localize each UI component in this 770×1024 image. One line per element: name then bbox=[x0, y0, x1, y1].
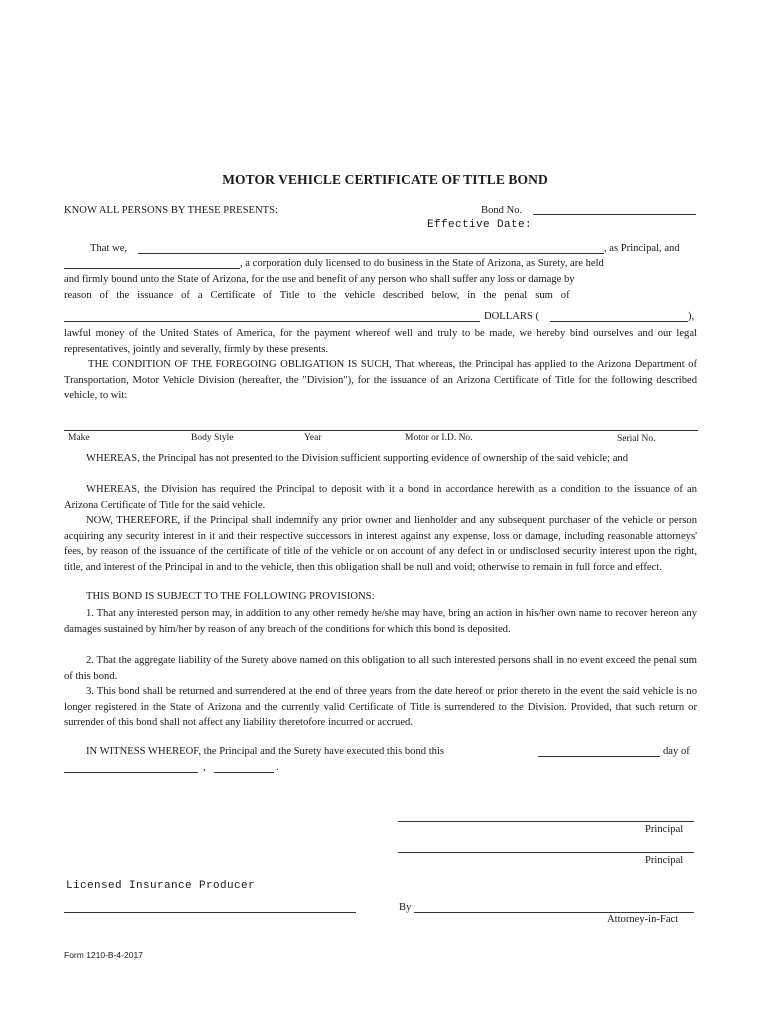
know-all-persons: KNOW ALL PERSONS BY THESE PRESENTS: bbox=[64, 205, 278, 216]
year-field[interactable] bbox=[214, 772, 274, 773]
lawful-money-paragraph: lawful money of the United States of America, for the payment whereof well and truly to be made, we hereby bind ourselves and our legal representatives, jointly and severally, firmly by these presents. bbox=[64, 328, 697, 355]
surety-text: , a corporation duly licensed to do business in the State of Arizona, as Surety, are held bbox=[240, 258, 604, 269]
reason-line: reason of the issuance of a Certificate of Title to the vehicle described below, in the penal sum of bbox=[64, 290, 570, 301]
col-serial: Serial No. bbox=[617, 434, 656, 444]
date-period: . bbox=[276, 762, 279, 773]
col-make: Make bbox=[68, 433, 90, 443]
day-of-label: day of bbox=[663, 746, 690, 757]
whereas-paragraph-1: WHEREAS, the Principal has not presented to the Division sufficient supporting evidence of ownership of the said vehicle; and bbox=[86, 453, 629, 464]
principal-signature-line-2[interactable] bbox=[398, 852, 694, 853]
col-body-style: Body Style bbox=[191, 433, 234, 443]
provision-3: 3. This bond shall be returned and surrendered at the end of three years from the date hereof or prior thereto in the event the said vehicle is no longer registered in the State of Arizona and the currently valid Certificate of Title is surrendered to the Division. Provided, that such return or surrender of this bond shall not affect any liability theretofore incurred or accrued. bbox=[64, 686, 697, 729]
condition-paragraph: THE CONDITION OF THE FOREGOING OBLIGATION IS SUCH, That whereas, the Principal has applied to the Arizona Department of Transportation, Motor Vehicle Division (hereafter, the "Division"), for the issuance of an Arizona Certificate of Title for the following described vehicle, to wit: bbox=[64, 359, 697, 402]
that-we-label: That we, bbox=[90, 243, 128, 254]
penal-sum-amount-field[interactable] bbox=[550, 321, 688, 322]
principal-label-2: Principal bbox=[645, 855, 684, 866]
dollars-label: DOLLARS ( bbox=[484, 311, 540, 322]
bond-no-label: Bond No. bbox=[481, 205, 523, 216]
now-therefore-paragraph: NOW, THEREFORE, if the Principal shall indemnify any prior owner and lienholder and any subsequent purchaser of the vehicle or person acquiring any security interest in it and their respective successors in interest against any expense, loss or damage, including reasonable attorneys' fees, by reason of the issuance of the certificate of title of the vehicle or on account of any defect in or undisclosed security interest upon the right, title, and interest of the Principal in and to the vehicle, then this obligation shall be null and void; otherwise to remain in full force and effect. bbox=[64, 515, 697, 573]
date-comma: , bbox=[203, 762, 206, 773]
attorney-signature-line[interactable] bbox=[414, 912, 694, 913]
document-title: MOTOR VEHICLE CERTIFICATE OF TITLE BOND bbox=[222, 172, 548, 187]
bond-no-field[interactable] bbox=[533, 214, 696, 215]
surety-name-field[interactable] bbox=[64, 268, 240, 269]
penal-sum-words-field[interactable] bbox=[64, 321, 480, 322]
dollars-close: ), bbox=[688, 311, 695, 322]
principal-name-field[interactable] bbox=[138, 253, 604, 254]
provision-2: 2. That the aggregate liability of the Surety above named on this obligation to all such interested persons shall in no event exceed the penal sum of this bond. bbox=[64, 655, 697, 682]
attorney-in-fact-label: Attorney-in-Fact bbox=[607, 914, 679, 925]
producer-signature-line[interactable] bbox=[64, 912, 356, 913]
provision-1: 1. That any interested person may, in addition to any other remedy he/she may have, bring an action in his/her own name to recover hereon any damages sustained by him/her by reason of any breach of the conditions for which this bond is deposited. bbox=[64, 608, 697, 635]
col-motor-id: Motor or I.D. No. bbox=[405, 433, 473, 443]
witness-text: IN WITNESS WHEREOF, the Principal and the Surety have executed this bond this bbox=[86, 746, 445, 757]
principal-label-1: Principal bbox=[645, 824, 684, 835]
provisions-heading: THIS BOND IS SUBJECT TO THE FOLLOWING PROVISIONS: bbox=[86, 591, 375, 602]
form-number: Form 1210-B-4-2017 bbox=[64, 950, 143, 960]
month-field[interactable] bbox=[64, 772, 198, 773]
producer-label: Licensed Insurance Producer bbox=[66, 880, 256, 892]
bound-line: and firmly bound unto the State of Arizona, for the use and benefit of any person who shall suffer any loss or damage by bbox=[64, 274, 575, 285]
by-label: By bbox=[399, 902, 412, 913]
as-principal-text: , as Principal, and bbox=[604, 243, 680, 254]
effective-date-label: Effective Date: bbox=[427, 219, 533, 231]
principal-signature-line-1[interactable] bbox=[398, 821, 694, 822]
col-year: Year bbox=[304, 433, 322, 443]
whereas-paragraph-2: WHEREAS, the Division has required the Principal to deposit with it a bond in accordance herewith as a condition to the issuance of an Arizona Certificate of Title for the said vehicle. bbox=[64, 484, 697, 511]
vehicle-description-field[interactable] bbox=[64, 430, 698, 431]
day-field[interactable] bbox=[538, 756, 660, 757]
